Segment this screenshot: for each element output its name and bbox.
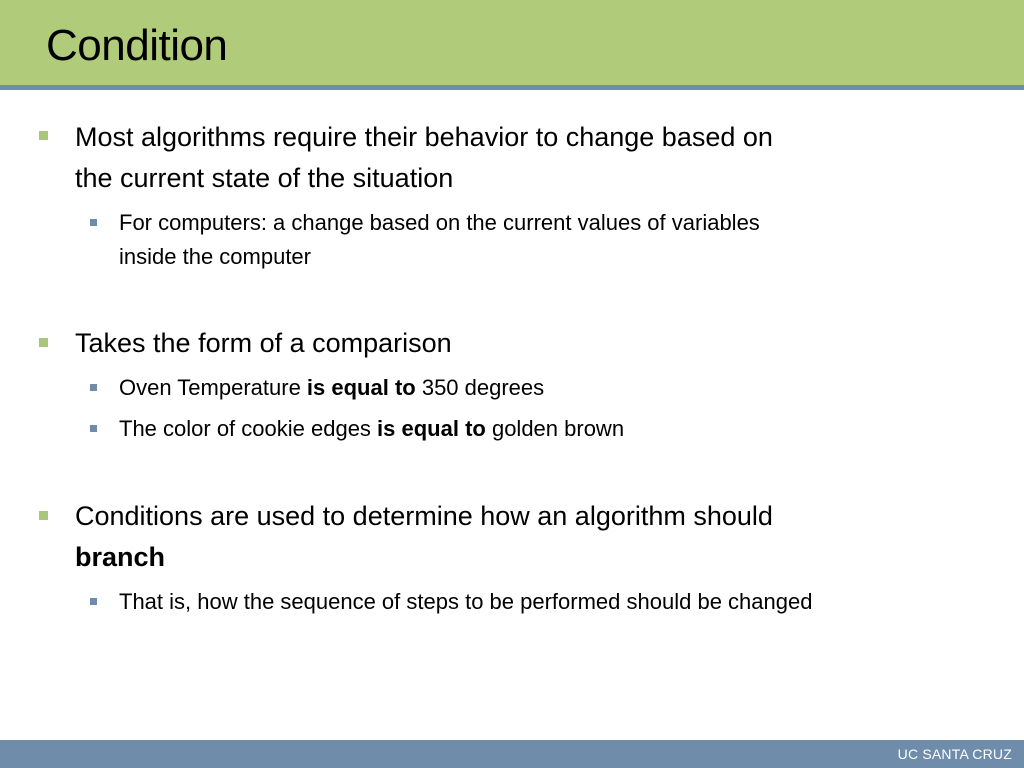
sub-bullet-square-icon [90, 384, 97, 391]
footer-bar [0, 740, 1024, 768]
slide-title: Condition [46, 21, 228, 70]
bullet-3-line-1: Conditions are used to determine how an algorithm should [75, 501, 773, 531]
bullet-2-sub-1 [119, 371, 544, 405]
bullet-square-icon [39, 338, 48, 347]
bullet-2-sub-2-before: The color of cookie edges [119, 416, 378, 441]
bullet-2-sub-1-before: Oven Temperature [119, 375, 307, 400]
bullet-2-sub-2-after: golden brown [485, 416, 625, 441]
bullet-square-icon [39, 131, 48, 140]
bullet-2-sub-2-bold: is equal to [377, 416, 486, 441]
bullet-3-sub-1: That is, how the sequence of steps to be performed should be changed [119, 589, 813, 614]
sub-bullet-square-icon [90, 598, 97, 605]
bullet-2-sub-1-after: 350 degrees [415, 375, 545, 400]
sub-bullet-square-icon [90, 425, 97, 432]
bullet-1-line-1: Most algorithms require their behavior to change based on [75, 122, 773, 152]
bullet-1-sub-1-line-1: For computers: a change based on the current values of variables [119, 210, 760, 235]
bullet-1-line-2: the current state of the situation [75, 163, 454, 193]
bullet-3-line-2 [75, 537, 165, 578]
bullet-1-sub-1-line-2: inside the computer [119, 244, 311, 269]
bullet-2-sub-2 [119, 412, 624, 446]
footer-institution-label: UC SANTA CRUZ [897, 746, 1012, 762]
bullet-square-icon [39, 511, 48, 520]
bullet-2-sub-1-bold: is equal to [306, 375, 416, 400]
sub-bullet-square-icon [90, 219, 97, 226]
bullet-3-bold-term: branch [75, 542, 166, 572]
bullet-2-text: Takes the form of a comparison [75, 328, 452, 358]
